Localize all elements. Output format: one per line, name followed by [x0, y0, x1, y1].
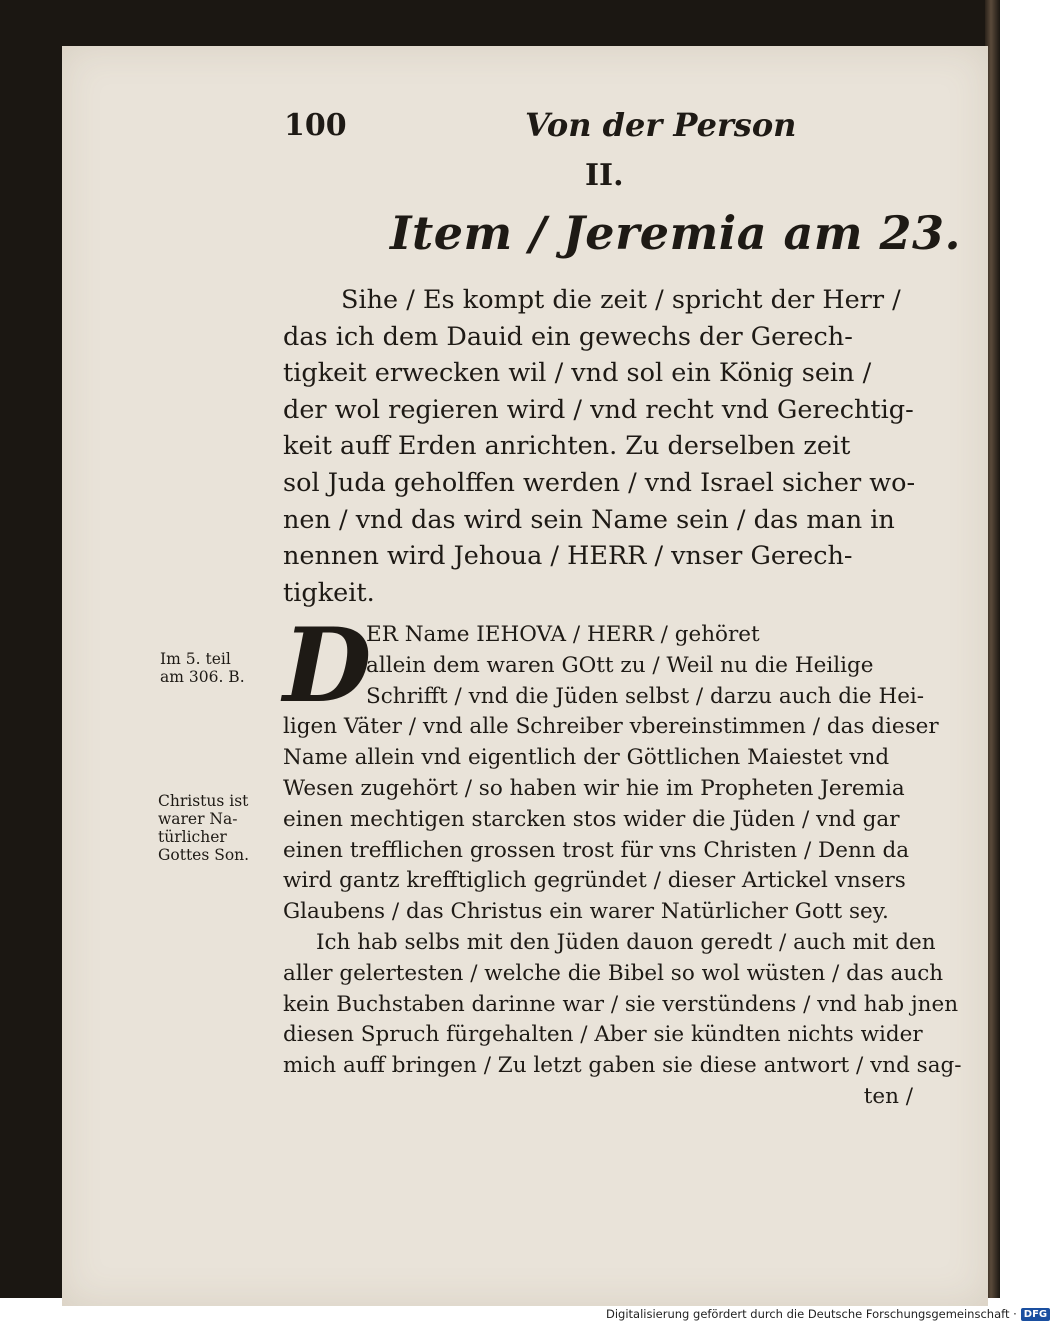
dfg-logo[interactable]: DFG	[1021, 1308, 1050, 1321]
body-line: wird gantz krefftiglich gegründet / dieser Artickel vnsers	[283, 868, 906, 894]
running-head: Von der Person	[525, 106, 797, 144]
margin-note-line: Im 5. teil	[160, 650, 231, 668]
body-line: ligen Väter / vnd alle Schreiber vbereinstimmen / das dieser	[283, 714, 939, 740]
body-line: Wesen zugehört / so haben wir hie im Propheten Jeremia	[283, 775, 905, 801]
body-line: aller gelertesten / welche die Bibel so wol wüsten / das auch	[283, 960, 944, 986]
quote-line: das ich dem Dauid ein gewechs der Gerech-	[283, 321, 853, 352]
margin-note-reference	[160, 650, 245, 686]
body-line: kein Buchstaben darinne war / sie verstündens / vnd hab jnen	[283, 991, 959, 1017]
quote-line: keit auff Erden anrichten. Zu derselben zeit	[283, 431, 851, 462]
page-number: 100	[284, 108, 347, 143]
commentary-text	[283, 606, 962, 1113]
section-number: II.	[585, 158, 624, 193]
quote-line: tigkeit erwecken wil / vnd sol ein König sein /	[283, 358, 872, 389]
body-line: Glaubens / das Christus ein warer Natürlicher Gott sey.	[283, 899, 889, 925]
quote-line: nennen wird Jehoua / HERR / vnser Gerech-	[283, 541, 853, 572]
catchword: ten /	[863, 1083, 913, 1109]
margin-note-line: am 306. B.	[160, 668, 245, 686]
body-line: allein dem waren GOtt zu / Weil nu die Heilige	[366, 652, 874, 678]
body-line: Ich hab selbs mit den Jüden dauon geredt / auch mit den	[316, 929, 936, 955]
body-line: Schrifft / vnd die Jüden selbst / darzu auch die Hei-	[366, 683, 925, 709]
scripture-quote	[283, 282, 923, 611]
quote-line: tigkeit.	[283, 577, 375, 608]
quote-line: der wol regieren wird / vnd recht vnd Gerechtig-	[283, 394, 914, 425]
margin-note-line: Gottes Son.	[158, 846, 250, 864]
section-title: Item / Jeremia am 23.	[390, 206, 962, 260]
body-line: diesen Spruch fürgehalten / Aber sie kündten nichts wider	[283, 1022, 923, 1048]
body-line: ER Name IEHOVA / HERR / gehöret	[366, 622, 760, 647]
digitization-footer	[606, 1306, 1050, 1322]
quote-line: nen / vnd das wird sein Name sein / das man in	[283, 504, 895, 535]
body-line: einen trefflichen grossen trost für vns Christen / Denn da	[283, 837, 910, 863]
margin-note-line: türlicher	[158, 828, 227, 846]
drop-cap-initial: D	[283, 606, 372, 726]
margin-note-christus	[158, 792, 249, 864]
body-line: einen mechtigen starcken stos wider die Jüden / vnd gar	[283, 806, 900, 832]
body-line: mich auff bringen / Zu letzt gaben sie diese antwort / vnd sag-	[283, 1053, 962, 1079]
margin-note-line: warer Na-	[158, 810, 238, 828]
footer-credit: Digitalisierung gefördert durch die Deutsche Forschungsgemeinschaft ·	[606, 1307, 1017, 1321]
body-line: Name allein vnd eigentlich der Göttlichen Maiestet vnd	[283, 745, 890, 771]
quote-line: Sihe / Es kompt die zeit / spricht der Herr /	[341, 285, 901, 315]
margin-note-line: Christus ist	[158, 792, 249, 810]
quote-line: sol Juda geholffen werden / vnd Israel sicher wo-	[283, 467, 916, 498]
